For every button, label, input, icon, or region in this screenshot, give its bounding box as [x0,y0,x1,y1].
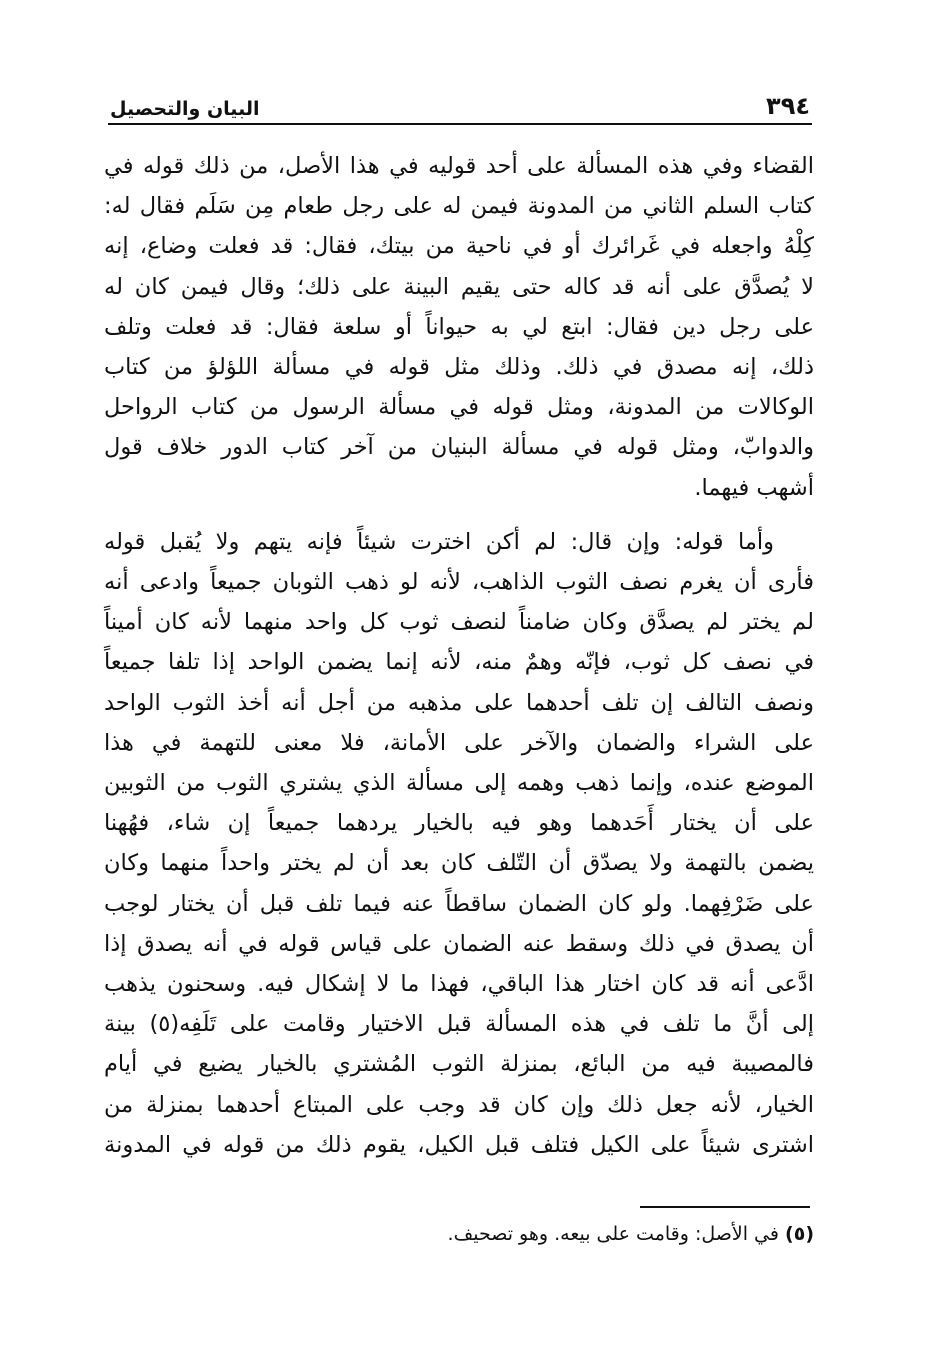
header-rule [108,123,812,125]
paragraph-1 [104,146,814,508]
text-line: ونصف التالف إن تلف أحدهما على مذهبه من أجل أنه أخذ الثوب الواحد [104,689,814,716]
text-line: فأرى أن يغرم نصف الثوب الذاهب، لأنه لو ذهب الثوبان جميعاً وادعى أنه [104,569,814,596]
text-line: على رجل دين فقال: ابتع لي به حيواناً أو سلعة فقال: قد فعلت وتلف [104,313,814,340]
text-line: أن يصدق في ذلك وسقط عنه الضمان على قياس قوله في أنه يصدق إذا [104,930,814,957]
text-line: إلى أنَّ ما تلف في هذه المسألة قبل الاختيار وقامت على تَلَفِه(٥) بينة [104,1011,814,1038]
text-line: الموضع عنده، وإنما ذهب وهمه إلى مسألة الذي يشتري الثوب من الثوبين [104,770,814,797]
text-line: على أن يختار أَحَدهما وهو فيه بالخيار يردهما جميعاً إن شاء، فهُهنا [104,810,814,837]
body-text [104,146,814,1165]
text-line: كتاب السلم الثاني من المدونة فيمن له على رجل طعام مِن سَلَم فقال له: [104,193,814,220]
text-line: كِلْهُ واجعله في غَرائرك أو في ناحية من بيتك، فقال: قد فعلت وضاع، إنه [104,233,814,260]
text-line: وأما قوله: وإن قال: لم أكن اخترت شيئاً فإنه يتهم ولا يُقبل قوله [104,528,774,555]
text-line: القضاء وفي هذه المسألة على أحد قوليه في هذا الأصل، من ذلك قوله في [104,153,814,179]
footnote [104,1218,814,1250]
footnote-marker: (٥) [785,1223,814,1245]
text-line: على الشراء والضمان والآخر على الأمانة، فلا معنى للتهمة في هذا [104,729,814,756]
text-line: ادَّعى أنه قد كان اختار هذا الباقي، فهذا ما لا إشكال فيه. وسحنون يذهب [104,971,814,998]
text-line: أشهب فيهما. [694,474,814,501]
text-line: يضمن بالتهمة ولا يصدّق أن التّلف كان بعد أن لم يختر واحداً منهما وكان [104,850,814,877]
text-line: على ضَرْفِهما. ولو كان الضمان ساقطاً عنه فيما تلف قبل أن يختار لوجب [104,890,814,917]
text-line: اشترى شيئاً على الكيل فتلف قبل الكيل، يقوم ذلك من قوله في المدونة [104,1131,814,1158]
text-line: فالمصيبة فيه من البائع، بمنزلة الثوب المُشتري بالخيار يضيع في أيام [104,1051,814,1078]
text-line: والدوابّ، ومثل قوله في مسألة البنيان من آخر كتاب الدور خلاف قول [104,434,814,461]
text-line: الخيار، لأنه جعل ذلك وإن كان قد وجب على المبتاع أحدهما بمنزلة من [104,1091,814,1118]
paragraph-2 [104,522,814,1165]
text-line: في نصف كل ثوب، فإنّه وهمٌ منه، لأنه إنما يضمن الواحد إذا تلفا جميعاً [104,649,814,676]
footnote-rule [640,1206,810,1208]
text-line: ذلك، إنه مصدق في ذلك. وذلك مثل قوله في مسألة اللؤلؤ من كتاب [104,354,814,381]
text-line: لم يختر لم يصدَّق وكان ضامناً لنصف ثوب كل واحد منهما لأنه كان أميناً [104,609,814,636]
running-head [110,84,810,120]
book-title: البيان والتحصيل [110,98,260,120]
footnote-text: في الأصل: وقامت على بيعه. وهو تصحيف. [447,1223,779,1245]
text-line: الوكالات من المدونة، ومثل قوله في مسألة الرسول من كتاب الرواحل [104,394,814,421]
page-number: ٣٩٤ [766,92,810,120]
text-line: لا يُصدَّق على أنه قد كاله حتى يقيم البينة على ذلك؛ وقال فيمن كان له [104,273,814,300]
